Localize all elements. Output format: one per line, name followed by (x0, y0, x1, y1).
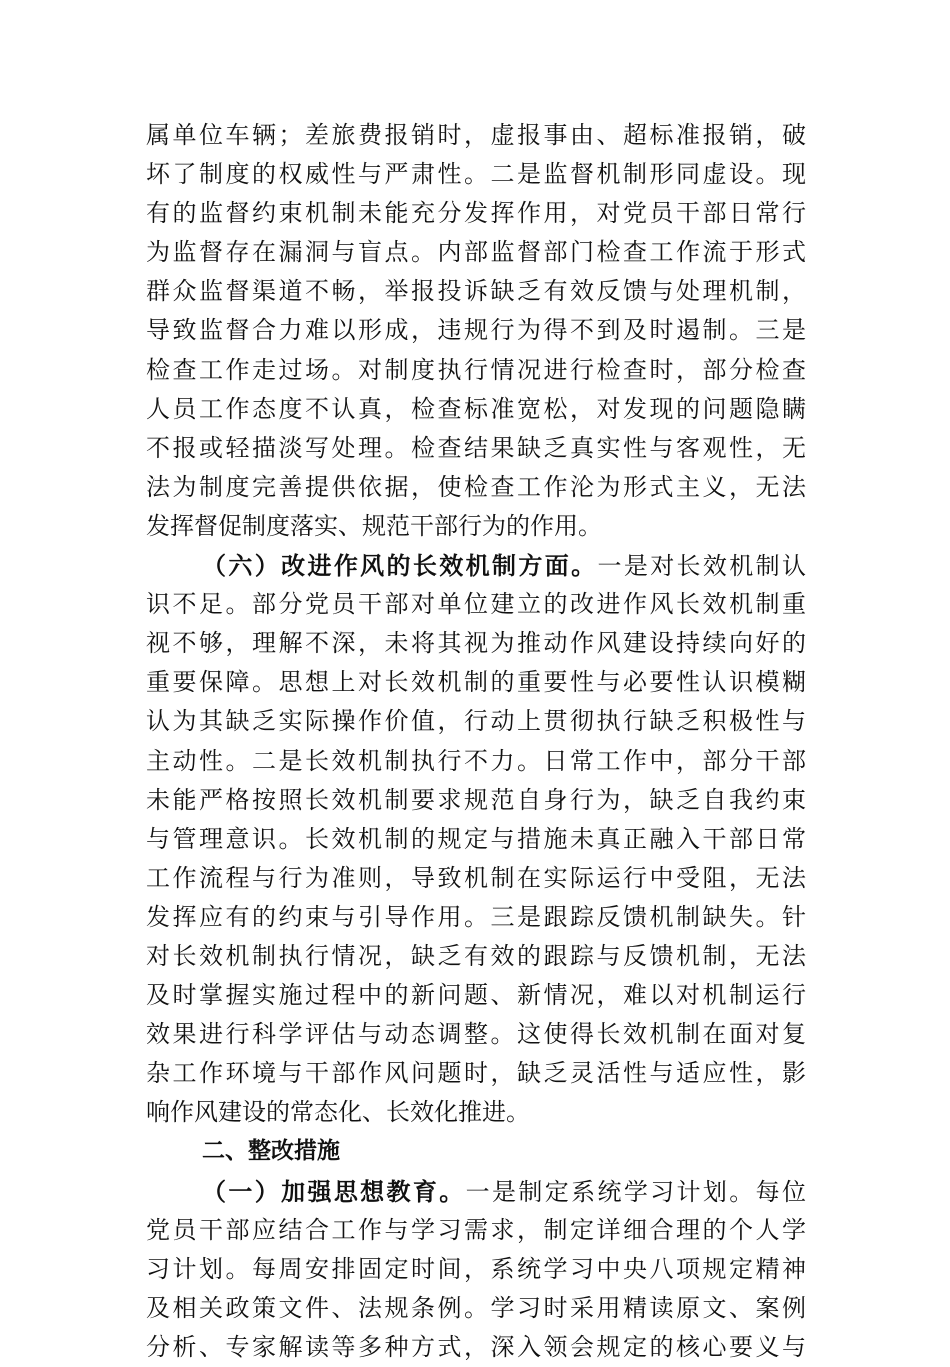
measure1-first-line (146, 1172, 806, 1211)
text-line: 习计划。每周安排固定时间，系统学习中央八项规定精神 (146, 1254, 806, 1283)
section6-first-line-text: 一是对长效机制认 (597, 552, 806, 581)
section6-heading: （六）改进作风的长效机制方面。 (202, 551, 598, 581)
text-line: 为监督存在漏洞与盲点。内部监督部门检查工作流于形式 (146, 238, 806, 267)
document-body (146, 116, 806, 1367)
measure1-heading: （一）加强思想教育。 (202, 1176, 466, 1206)
text-line: 认为其缺乏实际操作价值，行动上贯彻执行缺乏积极性与 (146, 707, 806, 736)
text-line: 人员工作态度不认真，检查标准宽松，对发现的问题隐瞒 (146, 394, 806, 423)
text-line: 导致监督合力难以形成，违规行为得不到及时遏制。三是 (146, 316, 806, 345)
text-line: 效果进行科学评估与动态调整。这使得长效机制在面对复 (146, 1020, 806, 1049)
text-line: 杂工作环境与干部作风问题时，缺乏灵活性与适应性，影 (146, 1059, 806, 1088)
text-line: 法为制度完善提供依据，使检查工作沦为形式主义，无法 (146, 472, 806, 501)
text-line: 不报或轻描淡写处理。检查结果缺乏真实性与客观性，无 (146, 433, 806, 462)
text-line: 与管理意识。长效机制的规定与措施未真正融入干部日常 (146, 824, 806, 853)
text-line: 未能严格按照长效机制要求规范自身行为，缺乏自我约束 (146, 785, 806, 814)
text-line: 重要保障。思想上对长效机制的重要性与必要性认识模糊 (146, 668, 806, 697)
text-line: 工作流程与行为准则，导致机制在实际运行中受阻，无法 (146, 863, 806, 892)
measure1-first-line-text: 一是制定系统学习计划。每位 (465, 1177, 806, 1206)
text-line: 发挥督促制度落实、规范干部行为的作用。 (146, 511, 602, 540)
text-line: 响作风建设的常态化、长效化推进。 (146, 1098, 530, 1127)
part2-heading: 二、整改措施 (202, 1138, 340, 1165)
text-line: 及时掌握实施过程中的新问题、新情况，难以对机制运行 (146, 981, 806, 1010)
text-line: 坏了制度的权威性与严肃性。二是监督机制形同虚设。现 (146, 160, 806, 189)
text-line: 属单位车辆；差旅费报销时，虚报事由、超标准报销，破 (146, 121, 806, 149)
text-line: 党员干部应结合工作与学习需求，制定详细合理的个人学 (146, 1215, 806, 1244)
text-line: 有的监督约束机制未能充分发挥作用，对党员干部日常行 (146, 199, 806, 228)
text-line: 及相关政策文件、法规条例。学习时采用精读原文、案例 (146, 1293, 806, 1322)
text-line: 检查工作走过场。对制度执行情况进行检查时，部分检查 (146, 355, 806, 384)
section6-first-line (146, 546, 806, 585)
text-line: 群众监督渠道不畅，举报投诉缺乏有效反馈与处理机制， (146, 277, 806, 306)
text-line: 分析、专家解读等多种方式，深入领会规定的核心要义与 (146, 1332, 806, 1361)
text-line: 识不足。部分党员干部对单位建立的改进作风长效机制重 (146, 590, 806, 619)
text-line: 对长效机制执行情况，缺乏有效的跟踪与反馈机制，无法 (146, 941, 806, 970)
text-line: 主动性。二是长效机制执行不力。日常工作中，部分干部 (146, 746, 806, 775)
text-line: 视不够，理解不深，未将其视为推动作风建设持续向好的 (146, 629, 806, 658)
text-line: 发挥应有的约束与引导作用。三是跟踪反馈机制缺失。针 (146, 902, 806, 931)
